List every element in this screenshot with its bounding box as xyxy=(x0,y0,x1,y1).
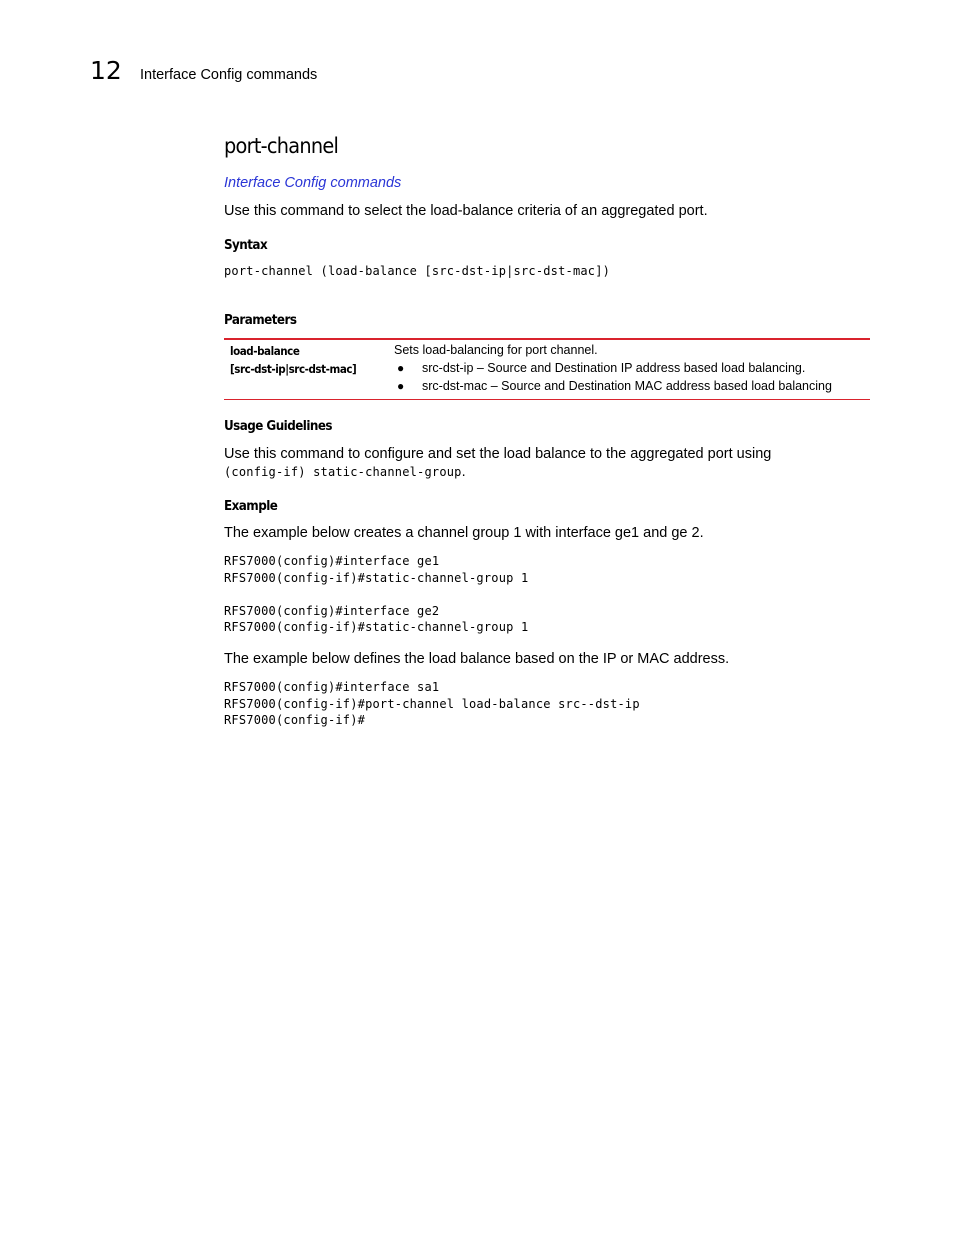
param-bullet-list xyxy=(394,359,832,395)
code-line: RFS7000(config-if)#port-channel load-balance src--dst-ip xyxy=(224,696,640,711)
param-name-line: load-balance xyxy=(230,344,300,358)
code-line: RFS7000(config-if)#static-channel-group 1 xyxy=(224,570,529,585)
code-line: RFS7000(config)#interface sa1 xyxy=(224,680,440,694)
code-line: RFS7000(config)#interface ge1 xyxy=(224,554,440,568)
code-line: RFS7000(config-if)#static-channel-group 1 xyxy=(224,620,529,634)
bullet-text: src-dst-ip – Source and Destination IP address based load balancing. xyxy=(422,361,806,375)
syntax-heading: Syntax xyxy=(224,238,268,253)
chapter-number: 12 xyxy=(90,56,122,85)
bullet-icon: ● xyxy=(397,379,405,393)
example-code-block-2 xyxy=(224,679,640,729)
usage-text: Use this command to configure and set the load balance to the aggregated port using xyxy=(224,446,772,462)
parameters-table xyxy=(224,338,870,400)
usage-text-code-line xyxy=(224,463,466,481)
breadcrumb-link[interactable]: Interface Config commands xyxy=(224,175,402,191)
usage-text-tail: . xyxy=(461,464,466,480)
example-code-block-1 xyxy=(224,553,528,636)
chapter-title: Interface Config commands xyxy=(140,67,318,83)
param-description: Sets load-balancing for port channel. xyxy=(394,343,598,357)
page-title: port-channel xyxy=(224,134,339,158)
example-text-1: The example below creates a channel group 1 with interface ge1 and ge 2. xyxy=(224,525,704,541)
usage-heading: Usage Guidelines xyxy=(224,419,332,434)
code-line-blank xyxy=(224,586,528,603)
list-item xyxy=(394,359,832,377)
example-text-2: The example below defines the load balance based on the IP or MAC address. xyxy=(224,651,730,667)
intro-text: Use this command to select the load-balance criteria of an aggregated port. xyxy=(224,203,708,219)
bullet-icon: ● xyxy=(397,361,405,375)
param-name xyxy=(230,343,356,378)
usage-inline-code: (config-if) static-channel-group xyxy=(224,465,462,479)
code-line: RFS7000(config)#interface ge2 xyxy=(224,603,440,618)
parameters-heading: Parameters xyxy=(224,313,297,328)
code-line: RFS7000(config-if)# xyxy=(224,713,366,727)
example-heading: Example xyxy=(224,499,278,514)
param-name-options: [src-dst-ip|src-dst-mac] xyxy=(230,361,357,376)
list-item xyxy=(394,377,832,395)
bullet-text: src-dst-mac – Source and Destination MAC address based load balancing xyxy=(422,379,832,393)
syntax-code: port-channel (load-balance [src-dst-ip|src-dst-mac]) xyxy=(224,264,611,278)
